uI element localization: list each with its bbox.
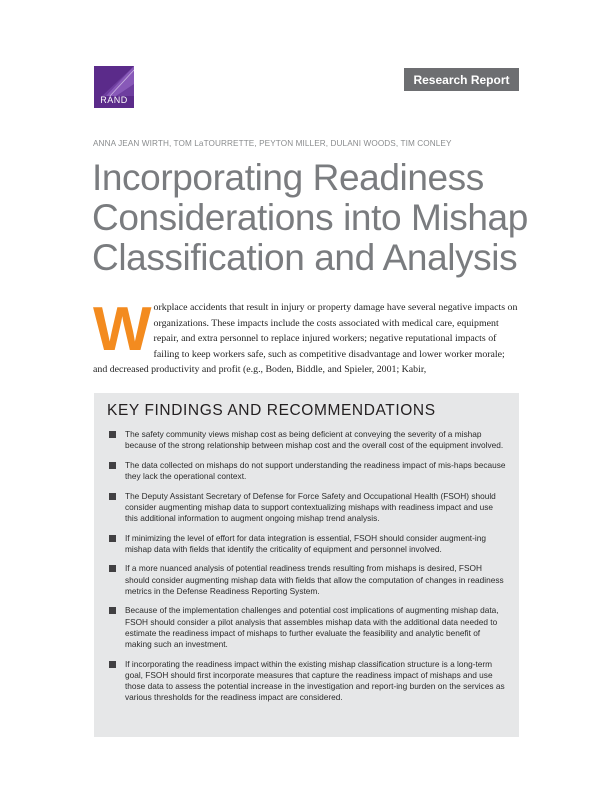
- drop-cap: W: [93, 295, 150, 364]
- square-bullet-icon: [109, 431, 116, 438]
- intro-paragraph: [93, 295, 521, 378]
- square-bullet-icon: [109, 535, 116, 542]
- finding-text: The data collected on mishaps do not support understanding the readiness impact of mis-haps because they lack the operational context.: [125, 459, 506, 481]
- finding-item: [109, 429, 507, 451]
- title-line: Considerations into Mishap: [92, 197, 528, 238]
- report-title: [92, 158, 532, 278]
- finding-text: The Deputy Assistant Secretary of Defense for Force Safety and Occupational Health (FSOH) should consider augmenting mishap data to support contextualizing mishaps with readiness impact and use this additional information to augment ongoing mishap trend analysis.: [125, 490, 496, 523]
- finding-text: Because of the implementation challenges and potential cost implications of augmenting mishap data, FSOH should consider a pilot analysis that assembles mishap data with the additional data needed to estimate the readiness impact of mishaps to further evaluate the feasibility and analytic benefit of making such an investment.: [125, 605, 499, 649]
- intro-text: orkplace accidents that result in injury or property damage have several negative impacts on organizations. These impacts include the costs associated with medical care, equipment repair, and extra personnel to replace injured workers; negative reputational impacts of failing to keep workers safe, such as competitive disadvantage and lower worker morale; and decreased productivity and profit (e.g., Boden, Biddle, and Spieler, 2001; Kabir,: [93, 302, 518, 376]
- key-findings-heading: KEY FINDINGS AND RECOMMENDATIONS: [107, 402, 436, 419]
- authors-line: ANNA JEAN WIRTH, TOM LaTOURRETTE, PEYTON MILLER, DULANI WOODS, TIM CONLEY: [93, 139, 452, 148]
- finding-text: If a more nuanced analysis of potential readiness trends resulting from mishaps is desired, FSOH should consider augmenting mishap data with fields that allow the computation of changes in readiness metrics in the Defense Readiness Reporting System.: [125, 563, 504, 596]
- finding-text: If minimizing the level of effort for data integration is essential, FSOH should consider augment-ing mishap data with fields that identify the criticality of equipment and personnel involved.: [125, 532, 486, 554]
- finding-text: The safety community views mishap cost as being deficient at conveying the severity of a mishap because of the strong relationship between mishap cost and the overall cost of the equipment involved.: [125, 429, 504, 451]
- square-bullet-icon: [109, 462, 116, 469]
- finding-item: [109, 460, 507, 482]
- square-bullet-icon: [109, 565, 116, 572]
- finding-item: [109, 659, 507, 704]
- square-bullet-icon: [109, 607, 116, 614]
- rand-logo: [94, 66, 134, 108]
- key-findings-panel: [94, 393, 519, 737]
- square-bullet-icon: [109, 661, 116, 668]
- title-line: Incorporating Readiness: [92, 157, 484, 198]
- finding-item: [109, 605, 507, 650]
- finding-item: [109, 563, 507, 597]
- finding-item: [109, 533, 507, 555]
- rand-logo-text: RAND: [100, 95, 128, 105]
- research-report-badge: Research Report: [404, 68, 519, 91]
- title-line: Classification and Analysis: [92, 237, 518, 278]
- findings-list: [109, 429, 507, 712]
- finding-item: [109, 491, 507, 525]
- square-bullet-icon: [109, 493, 116, 500]
- finding-text: If incorporating the readiness impact within the existing mishap classification structure is a long-term goal, FSOH should first incorporate measures that capture the readiness impact of mishaps and use those data to assess the potential increase in the investigation and report-ing burden on the services as various thresholds for the readiness impact are considered.: [125, 658, 505, 703]
